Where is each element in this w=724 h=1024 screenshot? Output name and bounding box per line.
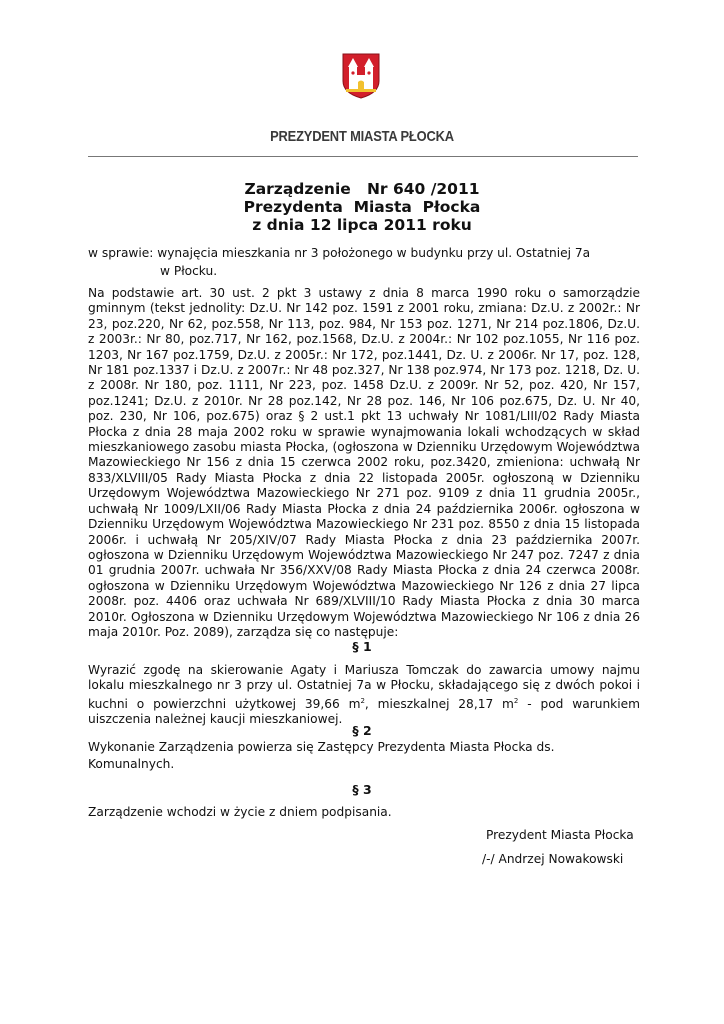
subject-line-2: w Płocku.	[160, 264, 218, 278]
subject-line-1: w sprawie: wynajęcia mieszkania nr 3 położonego w budynku przy ul. Ostatniej 7a	[88, 246, 591, 260]
city-coat-of-arms-icon	[342, 53, 380, 99]
header-divider	[88, 156, 638, 157]
signature-name: /-/ Andrzej Nowakowski	[482, 852, 624, 866]
signature-title: Prezydent Miasta Płocka	[486, 828, 634, 842]
section-2-text: Wykonanie Zarządzenia powierza się Zastępcy Prezydenta Miasta Płocka ds. Komunalnych.	[88, 740, 555, 771]
subject-block	[88, 244, 648, 280]
title-line-1: Zarządzenie Nr 640 /2011	[244, 180, 480, 198]
section-3-text: Zarządzenie wchodzi w życie z dniem podpisania.	[88, 805, 392, 819]
section-1-mark: § 1	[352, 639, 372, 654]
section-1-text: Wyrazić zgodę na skierowanie Agaty i Mariusza Tomczak do zawarcia umowy najmu lokalu mieszkalnego nr 3 przy ul. Ostatniej 7a w Płocku, składającego się z dwóch pokoi i kuchni o powierzchni użytkowej 39,66 $m^2$, mieszkalnej 28,17 $m^2$ - pod warunkiem uiszczenia należnej kaucji mieszkaniowej.	[88, 663, 640, 727]
title-line-3: z dnia 12 lipca 2011 roku	[252, 216, 472, 234]
section-3-mark: § 3	[352, 782, 372, 797]
office-name-header: PREZYDENT MIASTA PŁOCKA	[270, 128, 454, 145]
section-2-mark: § 2	[352, 723, 372, 738]
title-line-2: Prezydenta Miasta Płocka	[243, 198, 481, 216]
legal-basis-paragraph: Na podstawie art. 30 ust. 2 pkt 3 ustawy z dnia 8 marca 1990 roku o samorządzie gminnym (tekst jednolity: Dz.U. Nr 142 poz. 1591 z 2001 roku, zmiana: Dz.U. z 2002r.: Nr 23, poz.220, Nr 62, poz.558, Nr 113, poz. 984, Nr 153 poz. 1271, Nr 214 poz.1806, Dz.U. z 2003r.: Nr 80, poz.717, Nr 162, poz.1568, Dz.U. z 2004r.: Nr 102 poz.1055, Nr 116 poz. 1203, Nr 167 poz.1759, Dz.U. z 2005r.: Nr 172, poz.1441, Dz. U. z 2006r. Nr 17, poz. 128, Nr 181 poz.1337 i Dz.U. z 2007r.: Nr 48 poz.327, Nr 138 poz.974, Nr 173 poz. 1218, Dz. U. z 2008r. Nr 180, poz. 1111, Nr 223, poz. 1458 Dz.U. z 2009r. Nr 52, poz. 420, Nr 157, poz.1241; Dz.U. z 2010r. Nr 28 poz.142, Nr 28 poz. 146, Nr 106 poz.675, Dz. U. Nr 40, poz. 230, Nr 106, poz.675) oraz § 2 ust.1 pkt 13 uchwały Nr 1081/LIII/02 Rady Miasta Płocka z dnia 28 maja 2002 roku w sprawie wynajmowania lokali wchodzących w skład mieszkaniowego zasobu miasta Płocka, (ogłoszona w Dzienniku Urzędowym Województwa Mazowieckiego Nr 156 z dnia 15 czerwca 2002 roku, poz.3420, zmieniona: uchwałą Nr 833/XLVIII/05 Rady Miasta Płocka z dnia 22 listopada 2005r. ogłoszoną w Dzienniku Urzędowym Województwa Mazowieckiego Nr 271 poz. 9109 z dnia 11 grudnia 2005r., uchwałą Nr 1009/LXII/06 Rady Miasta Płocka z dnia 24 października 2006r. ogłoszona w Dzienniku Urzędowym Województwa Mazowieckiego Nr 231 poz. 8550 z dnia 15 listopada 2006r. i uchwałą Nr 205/XIV/07 Rady Miasta Płocka z dnia 23 października 2007r. ogłoszona w Dzienniku Urzędowym Województwa Mazowieckiego Nr 247 poz. 7247 z dnia 01 grudnia 2007r. uchwała Nr 356/XXV/08 Rady Miasta Płocka z dnia 24 czerwca 2008r. ogłoszona w Dzienniku Urzędowym Województwa Mazowieckiego Nr 126 z dnia 27 lipca 2008r. poz. 4406 oraz uchwała Nr 689/XLVIII/10 Rady Miasta Płocka z dnia 30 marca 2010r. Ogłoszona w Dzienniku Urzędowym Województwa Mazowieckiego Nr 106 z dnia 26 maja 2010r. Poz. 2089), zarządza się co następuje:	[88, 286, 640, 639]
document-title	[0, 180, 724, 234]
